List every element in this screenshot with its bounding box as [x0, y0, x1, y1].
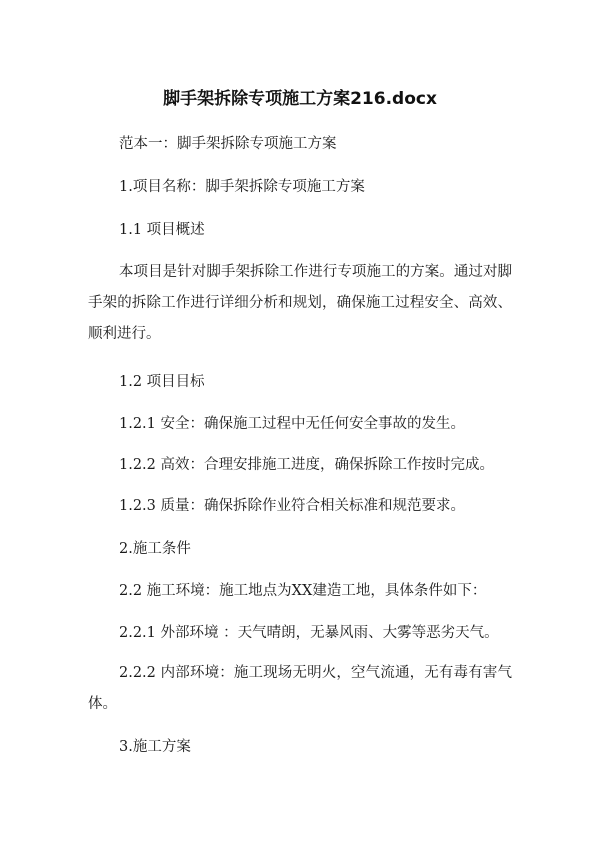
heading-1-1-overview: 1.1 项目概述 — [119, 222, 205, 238]
paragraph-project-name: 1.项目名称：脚手架拆除专项施工方案 — [119, 179, 365, 195]
goal-efficiency: 1.2.2 高效：合理安排施工进度，确保拆除工作按时完成。 — [119, 457, 495, 473]
goal-quality: 1.2.3 质量：确保拆除作业符合相关标准和规范要求。 — [119, 498, 466, 514]
heading-1-2-goals: 1.2 项目目标 — [119, 374, 205, 390]
document-title: 脚手架拆除专项施工方案216.docx — [163, 89, 437, 109]
paragraph-template-heading: 范本一：脚手架拆除专项施工方案 — [119, 136, 337, 152]
goal-safety: 1.2.1 安全：确保施工过程中无任何安全事故的发生。 — [119, 416, 466, 432]
paragraph-environment: 2.2 施工环境：施工地点为XX建造工地，具体条件如下： — [119, 583, 487, 599]
paragraph-external-environment: 2.2.1 外部环境 ：天气晴朗，无暴风雨、大雾等恶劣天气。 — [119, 625, 499, 641]
paragraph-internal-environment: 2.2.2 内部环境：施工现场无明火，空气流通，无有毒有害气体。 — [88, 665, 512, 712]
paragraph-overview-body: 本项目是针对脚手架拆除工作进行专项施工的方案。通过对脚手架的拆除工作进行详细分析和规划，确保施工过程安全、高效、顺利进行。 — [88, 264, 512, 342]
heading-2-conditions: 2.施工条件 — [119, 541, 191, 557]
heading-3-plan: 3.施工方案 — [119, 739, 191, 755]
